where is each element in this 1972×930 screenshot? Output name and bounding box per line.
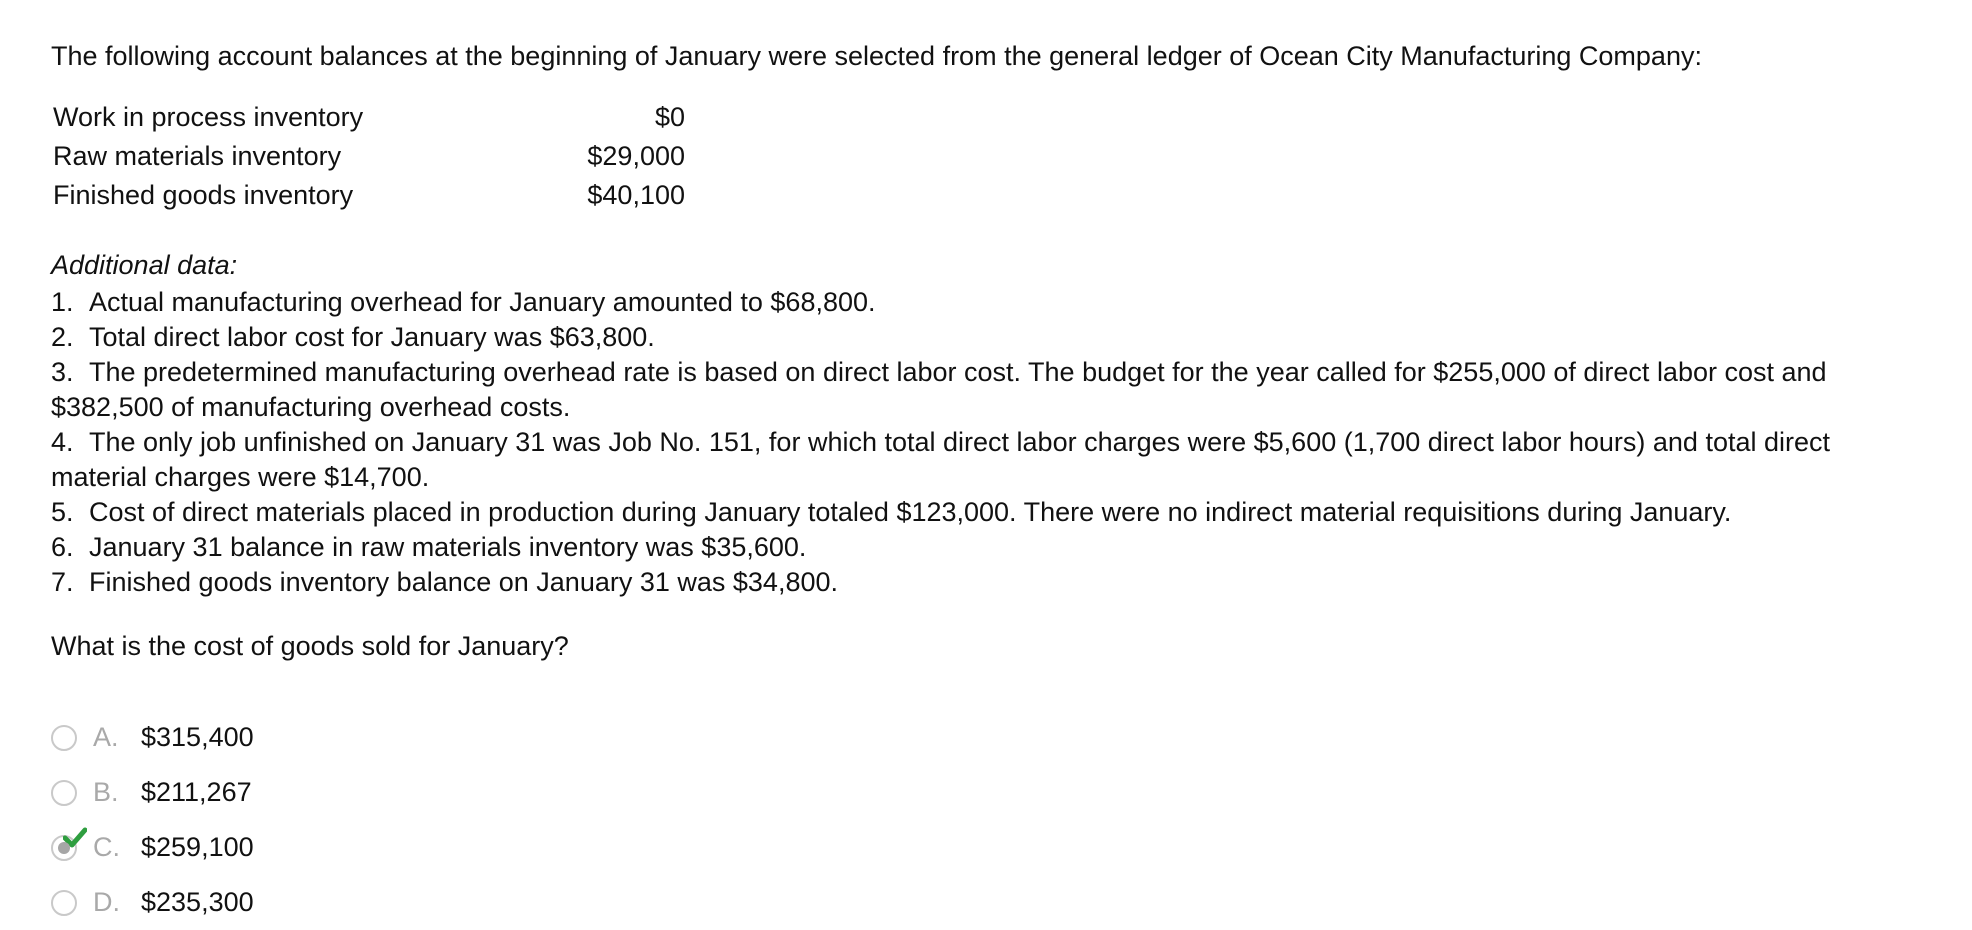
option-letter: D. (93, 887, 120, 917)
question-text: What is the cost of goods sold for January? (51, 631, 569, 661)
list-item (51, 285, 1931, 320)
item-text: January 31 balance in raw materials inventory was $35,600. (89, 532, 807, 562)
list-item (51, 495, 1931, 530)
account-balances-table (51, 98, 685, 215)
option-value: $235,300 (141, 887, 254, 917)
balance-amount: $40,100 (587, 180, 685, 210)
item-text: Cost of direct materials placed in production during January totaled $123,000. There were no indirect material requisitions during January. (89, 497, 1732, 527)
checkmark-icon (63, 827, 87, 849)
item-text: The predetermined manufacturing overhead rate is based on direct labor cost. The budget for the year called for $255,000 of direct labor cost and $382,500 of manufacturing overhead costs. (51, 357, 1827, 422)
radio-button-icon[interactable] (51, 890, 77, 916)
balance-label: Raw materials inventory (53, 141, 342, 171)
balance-row (51, 176, 685, 215)
option-a[interactable] (51, 710, 1931, 765)
item-number: 5. (51, 497, 74, 527)
additional-data-list (51, 285, 1931, 600)
list-item (51, 565, 1931, 600)
radio-button-icon[interactable] (51, 835, 77, 861)
question-page (51, 38, 1931, 930)
list-item (51, 320, 1931, 355)
radio-button-icon[interactable] (51, 780, 77, 806)
list-item (51, 530, 1931, 565)
item-number: 3. (51, 357, 74, 387)
item-number: 4. (51, 427, 74, 457)
option-letter: B. (93, 777, 119, 807)
item-text: Total direct labor cost for January was $63,800. (89, 322, 655, 352)
item-text: The only job unfinished on January 31 was Job No. 151, for which total direct labor charges were $5,600 (1,700 direct labor hours) and total direct material charges were $14,700. (51, 427, 1830, 492)
option-value: $315,400 (141, 722, 254, 752)
option-letter: C. (93, 832, 120, 862)
option-c[interactable] (51, 820, 1931, 875)
balance-label: Work in process inventory (53, 102, 364, 132)
answer-options (51, 710, 1931, 930)
item-text: Actual manufacturing overhead for January amounted to $68,800. (89, 287, 876, 317)
balance-amount: $0 (654, 102, 685, 132)
list-item (51, 355, 1931, 425)
balance-amount: $29,000 (587, 141, 685, 171)
option-value: $259,100 (141, 832, 254, 862)
item-number: 7. (51, 567, 74, 597)
option-value: $211,267 (141, 777, 252, 807)
list-item (51, 425, 1931, 495)
radio-button-icon[interactable] (51, 725, 77, 751)
item-text: Finished goods inventory balance on January 31 was $34,800. (89, 567, 838, 597)
item-number: 6. (51, 532, 74, 562)
item-number: 1. (51, 287, 74, 317)
additional-data-title: Additional data: (51, 250, 238, 280)
option-letter: A. (93, 722, 119, 752)
balance-row (51, 137, 685, 176)
option-b[interactable] (51, 765, 1931, 820)
intro-text: The following account balances at the beginning of January were selected from the general ledger of Ocean City Manufacturing Company: (51, 41, 1702, 71)
balance-label: Finished goods inventory (53, 180, 354, 210)
item-number: 2. (51, 322, 74, 352)
balance-row (51, 98, 685, 137)
